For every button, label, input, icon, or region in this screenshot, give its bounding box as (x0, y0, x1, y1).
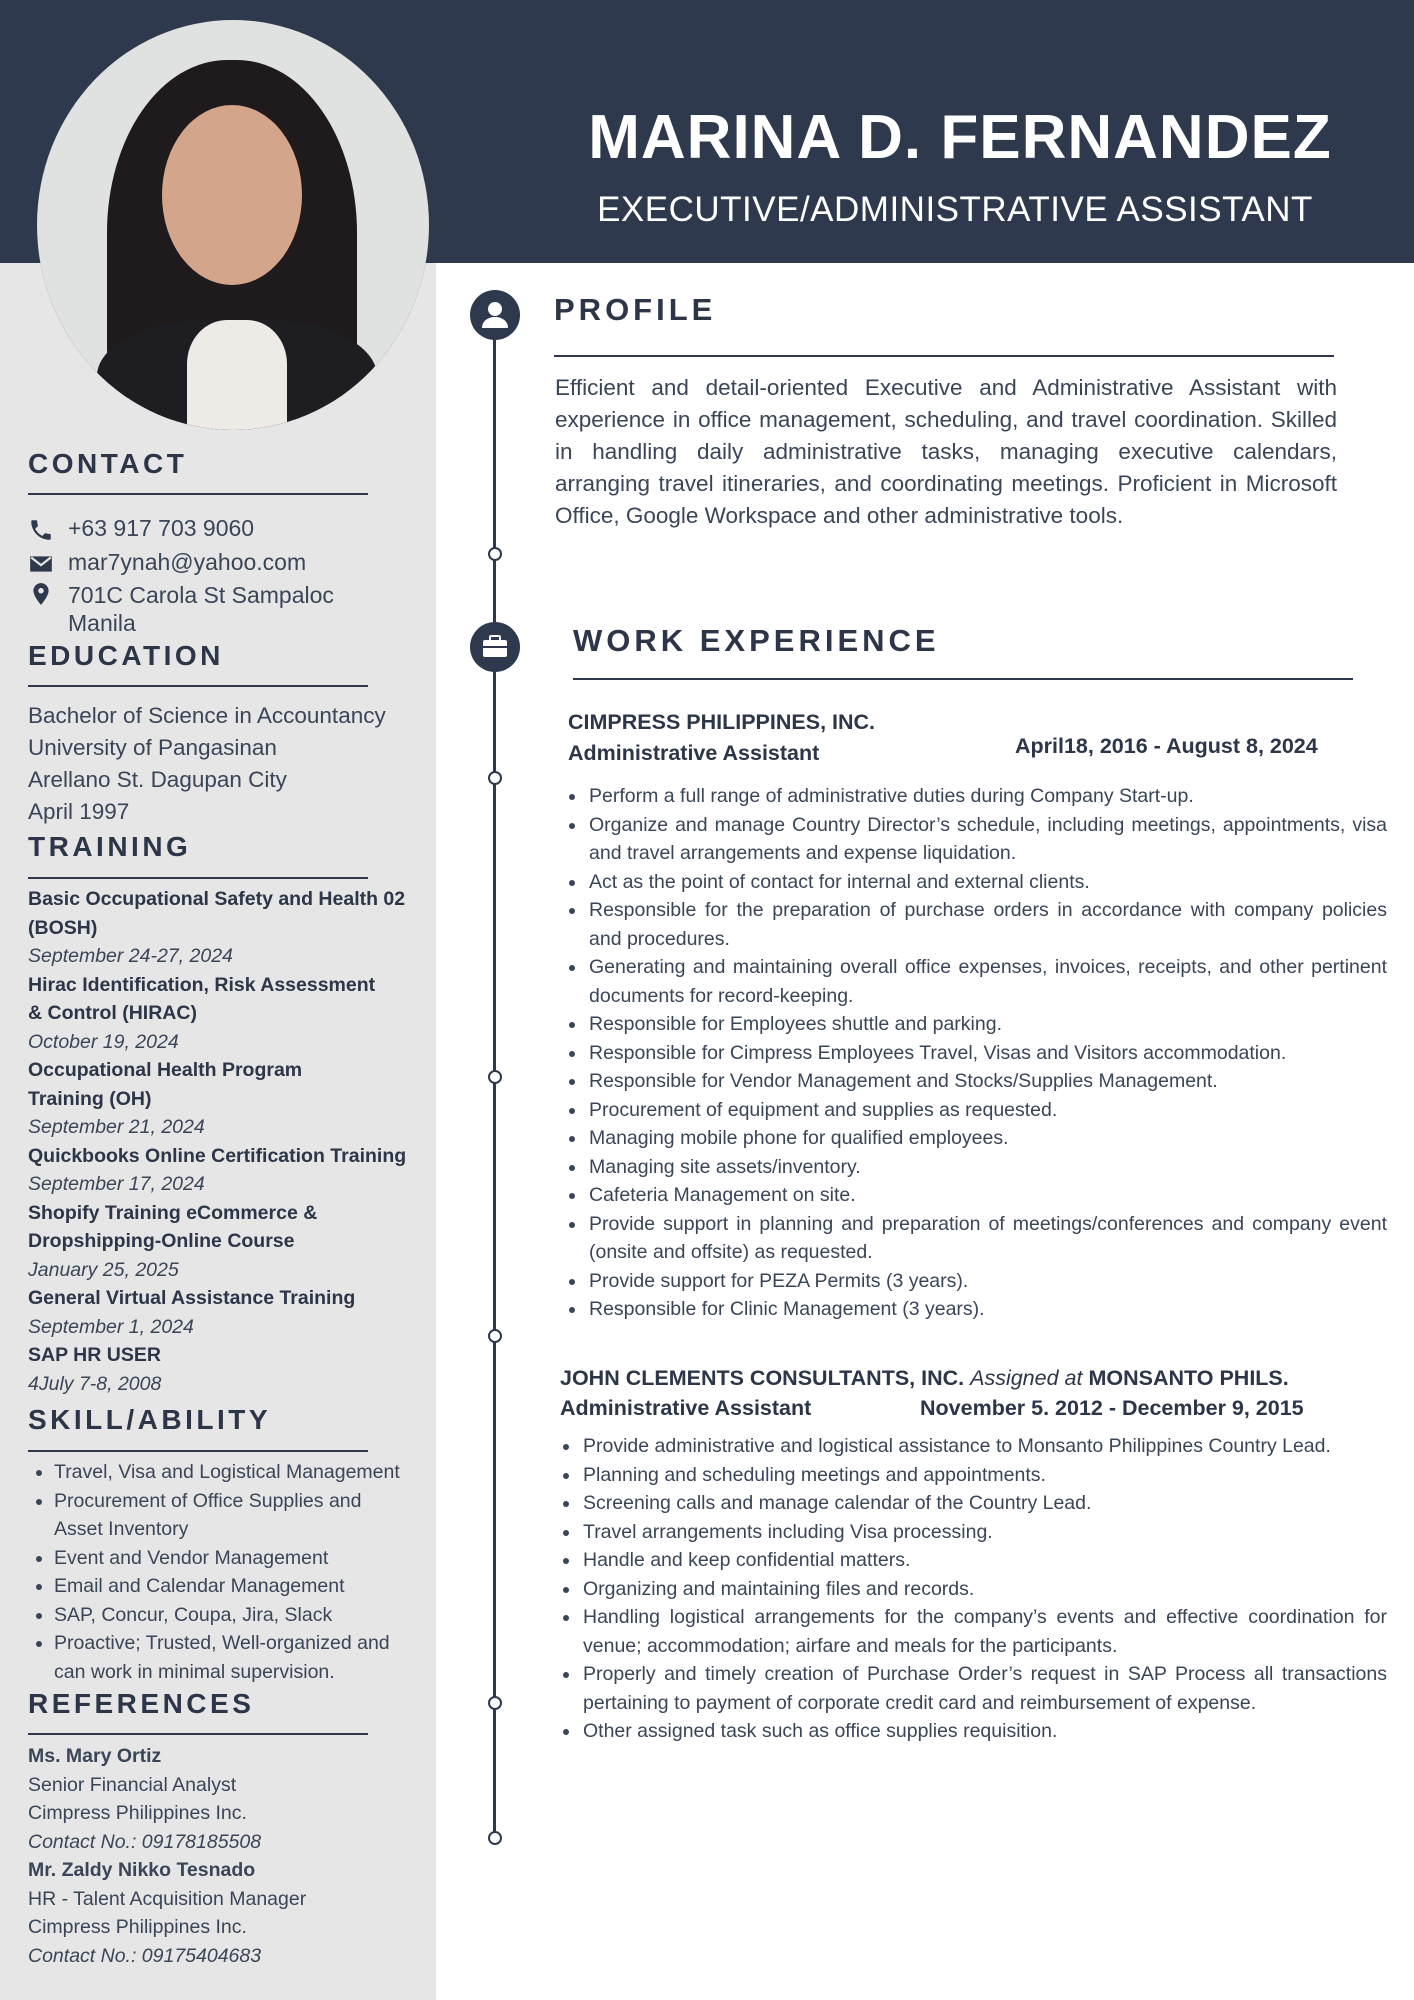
duty-item: • Managing mobile phone for qualified employees. (587, 1124, 1387, 1153)
contact-heading: CONTACT (28, 448, 188, 479)
address-line-1: 701C Carola St Sampaloc (68, 582, 334, 608)
duty-item: • Screening calls and manage calendar of the Country Lead. (581, 1489, 1387, 1518)
candidate-name: MARINA D. FERNANDEZ (588, 103, 1332, 172)
user-icon (470, 290, 520, 340)
reference-role: HR - Talent Acquisition Manager (28, 1887, 307, 1910)
reference-name: Ms. Mary Ortiz (28, 1745, 162, 1767)
job-company: CIMPRESS PHILIPPINES, INC. (568, 710, 876, 734)
training-item (28, 1056, 428, 1142)
education-heading: EDUCATION (28, 640, 224, 671)
duty-item: • Responsible for Clinic Management (3 years). (587, 1295, 1387, 1324)
training-date: September 1, 2024 (28, 1315, 194, 1338)
job-duties (556, 782, 1387, 1324)
duty-item: • Organize and manage Country Director’s schedule, including meetings, appointments, visa and travel arrangements and expense liquidation. (587, 811, 1387, 868)
skill-item: • Email and Calendar Management (54, 1572, 454, 1601)
duty-item: • Responsible for the preparation of purchase orders in accordance with company policies and procedures. (587, 896, 1387, 953)
training-rule (28, 877, 368, 879)
job-dates: April18, 2016 - August 8, 2024 (1015, 734, 1318, 758)
skill-item: • Proactive; Trusted, Well-organized and can work in minimal supervision. (54, 1629, 424, 1686)
duty-item: • Planning and scheduling meetings and appointments. (581, 1461, 1387, 1490)
training-name: SAP HR USER (28, 1344, 161, 1366)
job-company-line (560, 1366, 1360, 1391)
profile-photo (37, 20, 429, 430)
training-date: September 21, 2024 (28, 1116, 205, 1138)
briefcase-icon (470, 622, 520, 672)
address-text (68, 581, 334, 637)
training-date: January 25, 2025 (28, 1258, 179, 1281)
duty-item: • Act as the point of contact for internal and external clients. (587, 868, 1387, 897)
skills-list (28, 1458, 454, 1686)
job-client: MONSANTO PHILS. (1088, 1366, 1289, 1390)
timeline-dot (488, 1831, 502, 1845)
reference-role: Senior Financial Analyst (28, 1773, 237, 1796)
contact-rule (28, 493, 368, 495)
duty-item: • Managing site assets/inventory. (587, 1153, 1387, 1182)
training-name: Hirac Identification, Risk Assessment & Control (HIRAC) (28, 973, 376, 1024)
education-address: Arellano St. Dagupan City (28, 767, 287, 792)
training-date: 4July 7-8, 2008 (28, 1372, 162, 1395)
job-duties (550, 1432, 1387, 1746)
education-rule (28, 685, 368, 687)
training-name: Basic Occupational Safety and Health 02 (BOSH) (28, 888, 406, 939)
reference-item (28, 1856, 306, 1970)
skill-item: • SAP, Concur, Coupa, Jira, Slack (54, 1601, 454, 1630)
map-pin-icon (28, 581, 54, 607)
work-rule (573, 678, 1353, 680)
timeline-dot (488, 547, 502, 561)
references-heading: REFERENCES (28, 1688, 255, 1719)
training-item (28, 1199, 428, 1285)
training-item (28, 1142, 428, 1199)
duty-item: • Responsible for Employees shuttle and parking. (587, 1010, 1387, 1039)
duty-item: • Procurement of equipment and supplies as requested. (587, 1096, 1387, 1125)
timeline-dot (488, 1070, 502, 1084)
profile-heading: PROFILE (554, 292, 717, 327)
reference-contact: Contact No.: 09175404683 (28, 1944, 262, 1967)
training-name: Shopify Training eCommerce & Dropshipping-Online Course (28, 1201, 318, 1252)
job-dates: November 5. 2012 - December 9, 2015 (920, 1396, 1304, 1420)
education-school: University of Pangasinan (28, 735, 277, 760)
training-date: September 17, 2024 (28, 1173, 205, 1195)
duty-item: • Handle and keep confidential matters. (581, 1546, 1387, 1575)
job-company: JOHN CLEMENTS CONSULTANTS, INC. (560, 1366, 965, 1390)
job-role: Administrative Assistant (560, 1396, 812, 1420)
work-timeline-icon (470, 622, 520, 672)
reference-name: Mr. Zaldy Nikko Tesnado (28, 1859, 256, 1881)
address-line-2: Manila (68, 610, 136, 636)
duty-item: • Responsible for Cimpress Employees Travel, Visas and Visitors accommodation. (587, 1039, 1387, 1068)
education-details (28, 700, 386, 828)
references-rule (28, 1733, 368, 1735)
duty-item: • Responsible for Vendor Management and Stocks/Supplies Management. (587, 1067, 1387, 1096)
training-date: September 24-27, 2024 (28, 945, 233, 967)
skills-rule (28, 1450, 368, 1452)
contact-address (28, 581, 334, 637)
training-item (28, 885, 428, 971)
duty-item: • Provide support for PEZA Permits (3 years). (587, 1267, 1387, 1296)
contact-email (28, 548, 306, 577)
phone-icon (28, 517, 54, 543)
phone-text: +63 917 703 9060 (68, 515, 255, 541)
duty-item: • Other assigned task such as office supplies requisition. (581, 1717, 1387, 1746)
profile-summary: Efficient and detail-oriented Executive and Administrative Assistant with experience in office management, scheduling, and travel coordination. Skilled in handling daily administrative tasks, managing executive calendars, arranging travel itineraries, and coordinating meetings. Proficient in Microsoft Office, Google Workspace and other administrative tools. (555, 375, 1337, 528)
reference-company: Cimpress Philippines Inc. (28, 1802, 247, 1824)
duty-item: • Cafeteria Management on site. (587, 1181, 1387, 1210)
timeline-dot (488, 771, 502, 785)
reference-item (28, 1742, 306, 1856)
timeline-dot (488, 1696, 502, 1710)
training-item (28, 1341, 428, 1398)
training-name: General Virtual Assistance Training (28, 1287, 356, 1309)
training-item (28, 1284, 428, 1341)
duty-item: • Generating and maintaining overall office expenses, invoices, receipts, and other pertinent documents for record-keeping. (587, 953, 1387, 1010)
job-company-note: Assigned at (970, 1366, 1083, 1390)
duty-item: • Perform a full range of administrative duties during Company Start-up. (587, 782, 1387, 811)
envelope-icon (28, 551, 54, 577)
education-degree: Bachelor of Science in Accountancy (28, 703, 386, 728)
profile-timeline-icon (470, 290, 520, 340)
duty-item: • Organizing and maintaining files and records. (581, 1575, 1387, 1604)
training-item (28, 971, 428, 1057)
email-text: mar7ynah@yahoo.com (68, 549, 307, 575)
training-name: Quickbooks Online Certification Training (28, 1144, 407, 1167)
profile-rule (554, 355, 1334, 357)
reference-contact: Contact No.: 09178185508 (28, 1830, 262, 1853)
duty-item: • Handling logistical arrangements for the company’s events and effective coordination for venue; accommodation; airfare and meals for the participants. (581, 1603, 1387, 1660)
training-date: October 19, 2024 (28, 1030, 179, 1053)
contact-phone (28, 514, 254, 543)
duty-item: • Provide support in planning and preparation of meetings/conferences and company event (onsite and offsite) as requested. (587, 1210, 1387, 1267)
references-list (28, 1742, 306, 1970)
skill-item: • Procurement of Office Supplies and Asset Inventory (54, 1487, 394, 1544)
education-date: April 1997 (28, 799, 130, 824)
skill-item: • Event and Vendor Management (54, 1544, 454, 1573)
training-heading: TRAINING (28, 831, 192, 862)
duty-item: • Travel arrangements including Visa processing. (581, 1518, 1387, 1547)
work-heading: WORK EXPERIENCE (573, 623, 940, 658)
timeline-line (493, 300, 496, 1835)
job-role: Administrative Assistant (568, 741, 820, 765)
skill-item: • Travel, Visa and Logistical Management (54, 1458, 454, 1487)
timeline-dot (488, 1329, 502, 1343)
skills-heading: SKILL/ABILITY (28, 1404, 272, 1435)
candidate-title: EXECUTIVE/ADMINISTRATIVE ASSISTANT (597, 190, 1313, 229)
duty-item: • Properly and timely creation of Purchase Order’s request in SAP Process all transactions pertaining to payment of corporate credit card and reimbursement of expense. (581, 1660, 1387, 1717)
reference-company: Cimpress Philippines Inc. (28, 1916, 247, 1938)
duty-item: • Provide administrative and logistical assistance to Monsanto Philippines Country Lead. (581, 1432, 1387, 1461)
training-list (28, 885, 428, 1398)
training-name: Occupational Health Program Training (OH) (28, 1059, 303, 1110)
